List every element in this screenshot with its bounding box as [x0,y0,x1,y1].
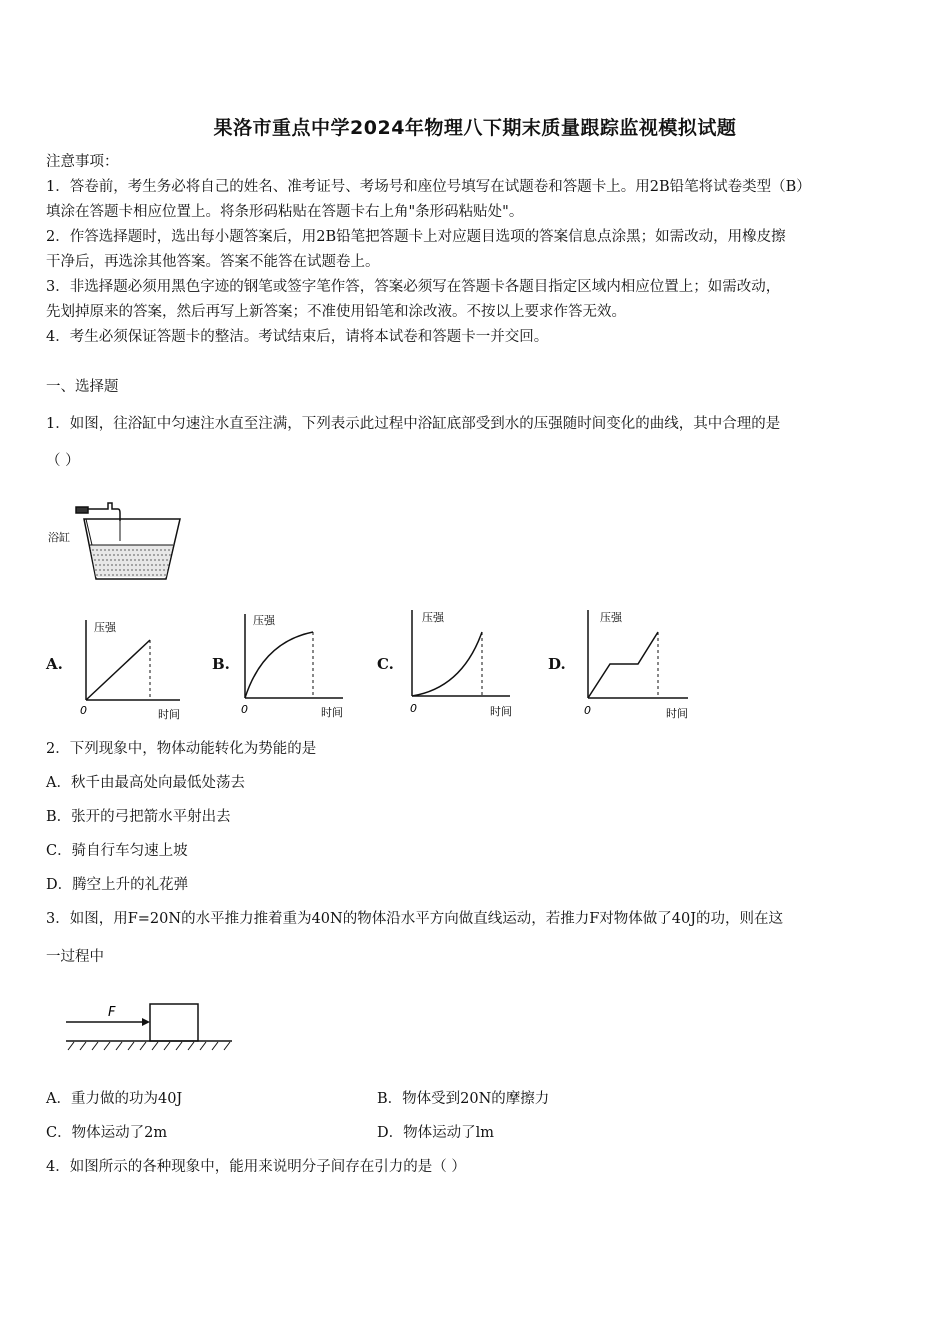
question-1-blank: （ ） [46,453,80,469]
notice-line: 干净后，再选涂其他答案。答案不能答在试题卷上。 [46,254,380,270]
graph-a [72,612,182,722]
graph-c-origin: 0 [410,702,417,715]
graph-b-ylabel: 压强 [253,614,275,627]
notice-heading: 注意事项： [46,154,119,170]
graph-a-xlabel: 时间 [158,708,180,721]
graph-d-xlabel: 时间 [666,707,688,720]
bathtub-label: 浴缸 [48,531,70,544]
notice-line: 先划掉原来的答案，然后再写上新答案；不准使用铅笔和涂改液。不按以上要求作答无效。 [46,304,626,320]
question-1-text: 1．如图，往浴缸中匀速注水直至注满，下列表示此过程中浴缸底部受到水的压强随时间变化的曲线，其中合理的是 [46,416,781,432]
section-heading: 一、选择题 [46,379,119,395]
graph-a-origin: 0 [80,704,87,717]
graph-c-ylabel: 压强 [422,611,444,624]
graph-d [580,608,700,718]
notice-line: 2．作答选择题时，选出每小题答案后，用2B铅笔把答题卡上对应题目选项的答案信息点涂黑；如需改动，用橡皮擦 [46,229,786,245]
graph-c-xlabel: 时间 [490,705,512,718]
q1-option-c-label[interactable]: C. [377,655,394,673]
q3-option-b[interactable]: B．物体受到20N的摩擦力 [377,1091,550,1107]
question-3-text-line2: 一过程中 [46,949,104,965]
q1-option-d-label[interactable]: D. [548,655,566,673]
q2-option-c[interactable]: C．骑自行车匀速上坡 [46,843,188,859]
q2-option-d[interactable]: D．腾空上升的礼花弹 [46,877,189,893]
bathtub-figure [46,495,186,585]
graph-b-origin: 0 [241,703,248,716]
notice-line: 3．非选择题必须用黑色字迹的钢笔或签字笔作答，答案必须写在答题卡各题目指定区域内相应位置上；如需改动， [46,279,781,295]
notice-line: 1．答卷前，考生务必将自己的姓名、准考证号、考场号和座位号填写在试题卷和答题卡上。用2B铅笔将试卷类型（B） [46,179,811,195]
notice-line: 4．考生必须保证答题卡的整洁。考试结束后，请将本试卷和答题卡一并交回。 [46,329,549,345]
q2-option-a[interactable]: A．秋千由最高处向最低处荡去 [46,775,245,791]
push-block-figure [62,998,237,1058]
graph-a-ylabel: 压强 [94,621,116,634]
question-4-text: 4．如图所示的各种现象中，能用来说明分子间存在引力的是（ ） [46,1159,466,1175]
graph-d-origin: 0 [584,704,591,717]
notice-line: 填涂在答题卡相应位置上。将条形码粘贴在答题卡右上角"条形码粘贴处"。 [46,204,524,220]
q1-option-b-label[interactable]: B. [212,655,230,673]
q3-option-c[interactable]: C．物体运动了2m [46,1125,168,1141]
q3-option-d[interactable]: D．物体运动了lm [377,1125,495,1141]
graph-b-xlabel: 时间 [321,706,343,719]
q3-option-a[interactable]: A．重力做的功为40J [46,1091,183,1107]
question-2-text: 2．下列现象中，物体动能转化为势能的是 [46,741,317,757]
force-label: F [108,1005,116,1020]
graph-d-ylabel: 压强 [600,611,622,624]
page-title: 果洛市重点中学2024年物理八下期末质量跟踪监视模拟试题 [213,117,737,139]
question-3-text-line1: 3．如图，用F=20N的水平推力推着重为40N的物体沿水平方向做直线运动，若推力F对物体做了40J的功，则在这 [46,911,784,927]
graph-c [402,608,522,718]
q1-option-a-label[interactable]: A. [46,655,63,673]
graph-b [233,612,353,722]
q2-option-b[interactable]: B．张开的弓把箭水平射出去 [46,809,231,825]
